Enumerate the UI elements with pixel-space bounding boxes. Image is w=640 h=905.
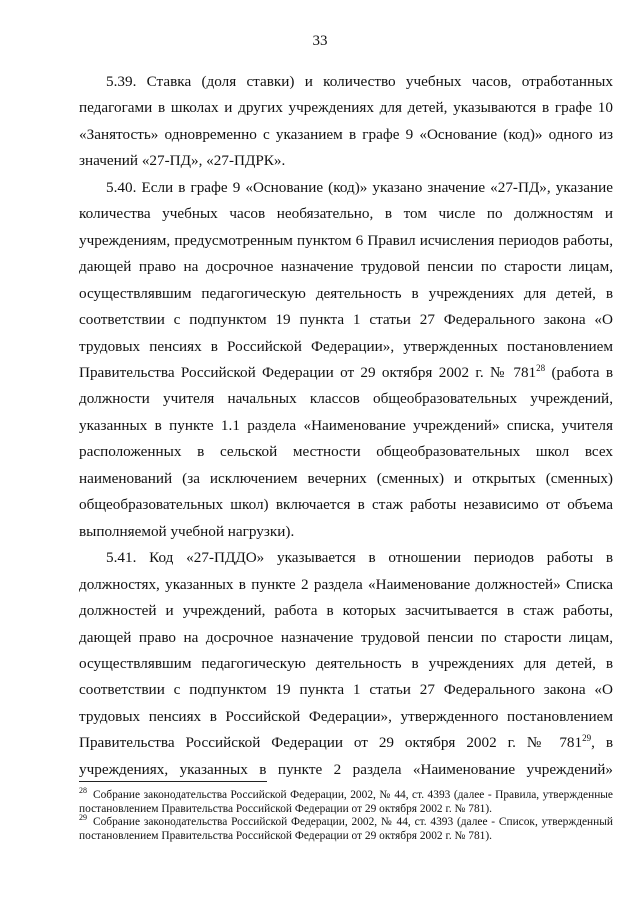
paragraph-5-40-text-a: 5.40. Если в графе 9 «Основание (код)» указано значение «27-ПД», указание количества учебных часов необязательно, в том числе по должностям и учреждениям, предусмотренным пунктом 6 Правил исчисления периодов работы, дающей право на досрочное назначение трудовой пенсии по старости лицам, осуществлявшим педагогическую деятельность в учреждениях для детей, в соответствии с подпунктом 19 пункта 1 статьи 27 Федерального закона «О трудовых пенсиях в Российской Федерации», утвержденных постановлением Правительства Российской Федерации от 29 октября 2002 г. № 781 bbox=[79, 178, 613, 381]
footnote-ref-29: 29 bbox=[582, 733, 592, 744]
footnote-ref-28: 28 bbox=[536, 362, 546, 373]
footnote-mark-29: 29 bbox=[79, 813, 87, 823]
paragraph-5-40 bbox=[79, 175, 613, 545]
footnote-29 bbox=[79, 813, 613, 843]
paragraph-5-41-text-b: , в учреждениях, указанных в пункте 2 раздела «Наименование учреждений» bbox=[79, 734, 614, 778]
footnote-29-text: Собрание законодательства Российской Федерации, 2002, № 44, ст. 4393 (далее - Список, утвержденный постановлением Правительства Российской Федерации от 29 октября 2002 г. № 781). bbox=[79, 816, 613, 842]
page-number: 33 bbox=[312, 33, 328, 49]
body-text bbox=[79, 69, 613, 783]
footnote-separator bbox=[79, 781, 267, 782]
footnotes bbox=[79, 786, 613, 843]
paragraph-5-41-text-a: 5.41. Код «27-ПДДО» указывается в отношении периодов работы в должностях, указанных в пункте 2 раздела «Наименование должностей» Списка должностей и учреждений, работа в которых засчитывается в стаж работы, дающей право на досрочное назначение трудовой пенсии по старости лицам, осуществлявшим педагогическую деятельность в учреждениях для детей, в соответствии с подпунктом 19 пункта 1 статьи 27 Федерального закона «О трудовых пенсиях в Российской Федерации», утвержденного постановлением Правительства Российской Федерации от 29 октября 2002 г. № 781 bbox=[79, 549, 613, 752]
footnote-28-text: Собрание законодательства Российской Федерации, 2002, № 44, ст. 4393 (далее - Правила, утвержденные постановлением Правительства Российской Федерации от 29 октября 2002 г. № 781). bbox=[79, 789, 613, 815]
footnote-28 bbox=[79, 786, 613, 816]
paragraph-5-39: 5.39. Ставка (доля ставки) и количество учебных часов, отработанных педагогами в школах и других учреждениях для детей, указываются в графе 10 «Занятость» одновременно с указанием в графе 9 «Основание (код)» одного из значений «27-ПД», «27-ПДРК». bbox=[79, 73, 613, 170]
footnote-mark-28: 28 bbox=[79, 786, 87, 796]
paragraph-5-41 bbox=[79, 545, 613, 783]
paragraph-5-40-text-b: (работа в должности учителя начальных классов общеобразовательных учреждений, указанных в пункте 1.1 раздела «Наименование учреждений» списка, учителя расположенных в сельской местности общеобразовательных школ всех наименований (за исключением вечерних (сменных) и открытых (сменных) общеобразовательных школ) включается в стаж работы независимо от объема выполняемой учебной нагрузки). bbox=[79, 363, 614, 540]
